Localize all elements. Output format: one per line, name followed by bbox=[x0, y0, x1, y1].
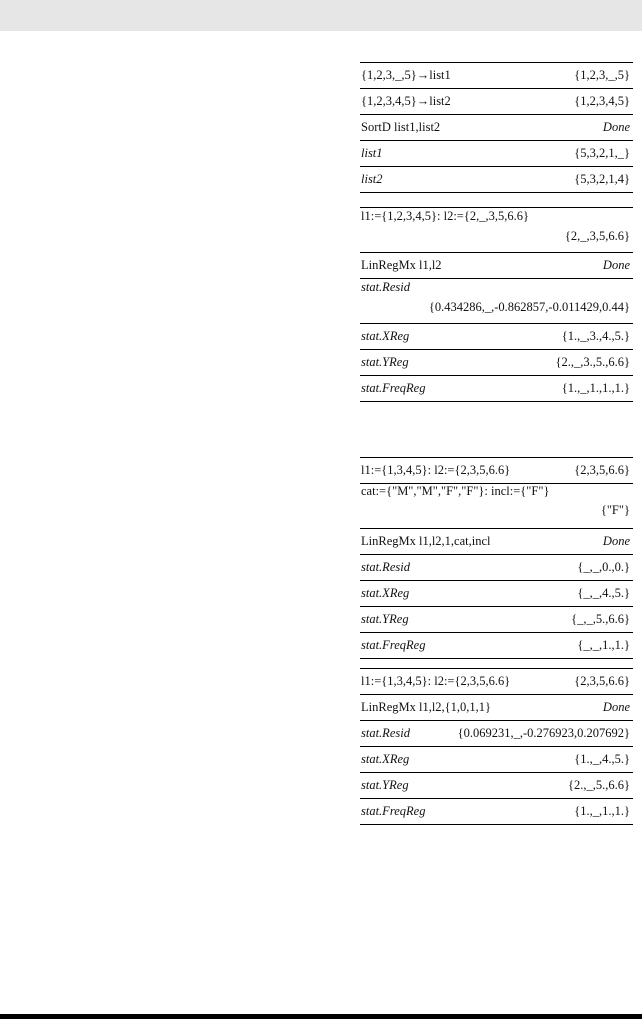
entry-input: list2 bbox=[361, 172, 383, 186]
entry-output: {1,2,3,_,5} bbox=[574, 68, 630, 82]
example-block-linregmx-include bbox=[360, 668, 633, 825]
footer-rule bbox=[0, 1014, 642, 1019]
entry-input: LinRegMx l1,l2 bbox=[361, 258, 442, 272]
entry-input: {1,2,3,4,5}→list2 bbox=[361, 94, 451, 108]
entry-row bbox=[360, 746, 633, 772]
entry-output: {_,_,5.,6.6} bbox=[571, 612, 630, 626]
entry-row bbox=[360, 580, 633, 606]
entry-row bbox=[360, 166, 633, 193]
entry-output: {_,_,1.,1.} bbox=[577, 638, 630, 652]
entry-row bbox=[360, 457, 633, 483]
entry-input: stat.Resid bbox=[361, 726, 410, 740]
example-block-linregmx-category bbox=[360, 457, 633, 659]
entry-input: l1:={1,3,4,5}: l2:={2,3,5,6.6} bbox=[361, 463, 511, 477]
entry-row bbox=[360, 720, 633, 746]
entry-row bbox=[360, 140, 633, 166]
entry-row bbox=[360, 798, 633, 825]
entry-output: {2.,_,3.,5.,6.6} bbox=[555, 355, 630, 369]
entry-row bbox=[360, 606, 633, 632]
entry-input: stat.YReg bbox=[361, 778, 409, 792]
entry-row bbox=[360, 483, 633, 528]
entry-output: {5,3,2,1,_} bbox=[574, 146, 630, 160]
entry-output: Done bbox=[602, 120, 630, 134]
entry-input: stat.XReg bbox=[361, 752, 410, 766]
entry-input: l1:={1,3,4,5}: l2:={2,3,5,6.6} bbox=[361, 674, 511, 688]
entry-output: {_,_,0.,0.} bbox=[577, 560, 630, 574]
entry-row bbox=[360, 632, 633, 659]
entry-input: SortD list1,list2 bbox=[361, 120, 441, 134]
entry-output: {1.,_,3.,4.,5.} bbox=[561, 329, 630, 343]
entry-output: Done bbox=[602, 258, 630, 272]
entry-row bbox=[360, 88, 633, 114]
entry-output: {2,_,3,5,6.6} bbox=[564, 229, 630, 243]
entry-row bbox=[360, 349, 633, 375]
entry-row bbox=[360, 323, 633, 349]
entry-input: LinRegMx l1,l2,1,cat,incl bbox=[361, 534, 491, 548]
entry-input: stat.Resid bbox=[361, 560, 410, 574]
entry-row bbox=[360, 554, 633, 580]
entry-input: stat.XReg bbox=[361, 329, 410, 343]
entry-input: stat.FreqReg bbox=[361, 638, 426, 652]
entry-output: {"F"} bbox=[600, 503, 630, 517]
entry-output: {0.434286,_,-0.862857,-0.011429,0.44} bbox=[428, 300, 630, 314]
entry-row bbox=[360, 668, 633, 694]
entry-input: {1,2,3,_,5}→list1 bbox=[361, 68, 451, 82]
entry-output: {_,_,4.,5.} bbox=[577, 586, 630, 600]
entry-output: {1,2,3,4,5} bbox=[574, 94, 630, 108]
entry-output: {0.069231,_,-0.276923,0.207692} bbox=[457, 726, 630, 740]
entry-output: {2,3,5,6.6} bbox=[574, 463, 630, 477]
entry-row bbox=[360, 694, 633, 720]
entry-input: stat.YReg bbox=[361, 355, 409, 369]
entry-input: l1:={1,2,3,4,5}: l2:={2,_,3,5,6.6} bbox=[361, 209, 529, 223]
entry-row bbox=[360, 772, 633, 798]
header-bar bbox=[0, 0, 642, 31]
entry-input: stat.FreqReg bbox=[361, 804, 426, 818]
entry-output: {1.,_,1.,1.,1.} bbox=[561, 381, 630, 395]
example-block-linregmx-1 bbox=[360, 207, 633, 402]
entry-output: Done bbox=[602, 700, 630, 714]
entry-input: stat.XReg bbox=[361, 586, 410, 600]
entry-output: Done bbox=[602, 534, 630, 548]
example-block-sortd bbox=[360, 62, 633, 193]
entry-input: LinRegMx l1,l2,{1,0,1,1} bbox=[361, 700, 492, 714]
entry-row bbox=[360, 278, 633, 323]
entry-output: {2.,_,5.,6.6} bbox=[568, 778, 630, 792]
entry-row bbox=[360, 252, 633, 278]
entry-row bbox=[360, 207, 633, 252]
entry-input: list1 bbox=[361, 146, 383, 160]
entry-input: stat.FreqReg bbox=[361, 381, 426, 395]
entry-output: {2,3,5,6.6} bbox=[574, 674, 630, 688]
entry-row bbox=[360, 528, 633, 554]
entry-row bbox=[360, 114, 633, 140]
entry-output: {5,3,2,1,4} bbox=[574, 172, 630, 186]
entry-row bbox=[360, 375, 633, 402]
entry-input: stat.YReg bbox=[361, 612, 409, 626]
entry-output: {1.,_,4.,5.} bbox=[574, 752, 630, 766]
entry-output: {1.,_,1.,1.} bbox=[574, 804, 630, 818]
entry-input: cat:={"M","M","F","F"}: incl:={"F"} bbox=[361, 484, 550, 498]
entry-input: stat.Resid bbox=[361, 280, 410, 294]
entry-row bbox=[360, 62, 633, 88]
